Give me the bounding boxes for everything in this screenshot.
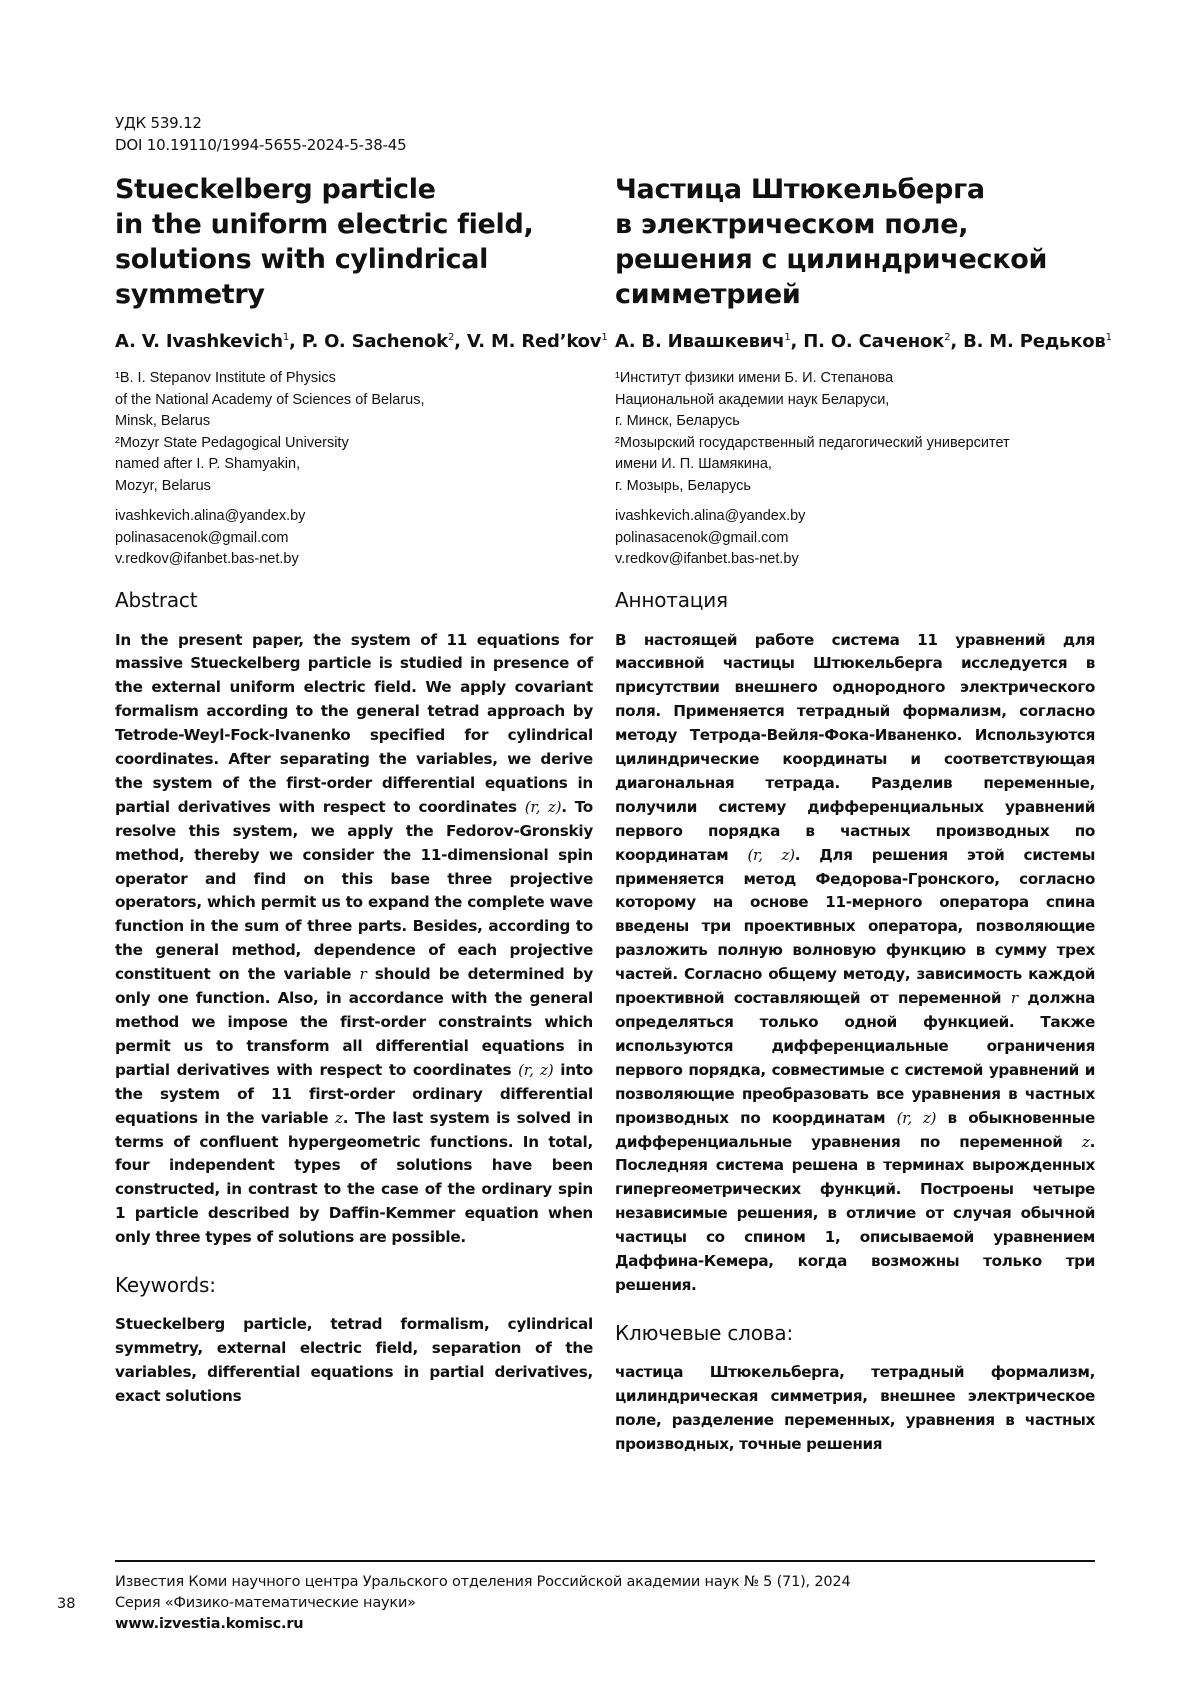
journal-series: Серия «Физико-математические науки» (115, 1595, 416, 1611)
title-line: in the uniform electric field, (115, 209, 534, 240)
abstract-text: In the present paper, the system of 11 equations for massive Stueckelberg particle is studied in presence of the external uniform electric field. We apply covariant formalism according to the general tetrad approach by Tetrode-Weyl-Fock-Ivanenko specified for cylindrical coordinates. After separating the variables, we derive the system of the first-order differential equations in partial derivatives with respect to coordinates (115, 630, 593, 816)
affiliation-line: of the National Academy of Sciences of Belarus, (115, 391, 425, 408)
abstract-text: into the system of 11 first-order ordinary differential equations in the variable (115, 1060, 593, 1127)
emails-en (115, 506, 593, 571)
title-line: Stueckelberg particle (115, 174, 436, 205)
abstract-text: . Для решения этой системы применяется метод Федорова-Гронского, согласно которому на основе 11-мерного оператора спина введены три проективных оператора, позволяющие разложить полную волновую функцию в сумму трех частей. Согласно общему методу, зависимость каждой проективной составляющей от переменной (615, 845, 1096, 1008)
abstract-ru (615, 629, 1095, 1298)
footer-divider (115, 1560, 1095, 1562)
affiliation-line: г. Мозырь, Беларусь (615, 477, 751, 494)
email-link[interactable]: v.redkov@ifanbet.bas-net.by (115, 551, 299, 567)
footer (115, 1572, 850, 1635)
journal-url[interactable]: www.izvestia.komisc.ru (115, 1616, 304, 1632)
title-line: решения с цилиндрической (615, 244, 1048, 275)
email-link[interactable]: polinasacenok@gmail.com (615, 529, 789, 546)
journal-name: Известия Коми научного центра Уральского отделения Российской академии наук № 5 (71), 2024 (115, 1574, 851, 1590)
author-affiliation-mark: 1 (282, 332, 290, 343)
abstract-text: should be determined by only one function. Also, in accordance with the general method we impose the first-order constraints which permit us to transform all differential equations in partial derivatives with respect to coordinates (115, 965, 593, 1079)
affiliation-line: named after I. P. Shamyakin, (115, 456, 301, 472)
doi: DOI 10.19110/1994-5655-2024-5-38-45 (115, 136, 407, 154)
author-name: P. O. Sachenok (301, 331, 448, 352)
affiliation-line: ¹B. I. Stepanov Institute of Physics (115, 370, 336, 386)
math-inline: (r, z) (518, 1060, 554, 1079)
math-inline: (r, z) (896, 1108, 937, 1127)
title-line: symmetry (115, 279, 265, 310)
page-number: 38 (57, 1596, 76, 1612)
math-inline: r (1010, 989, 1018, 1008)
abstract-text: . To resolve this system, we apply the Fedorov-Gronskiy method, thereby we consider the 11-dimensional spin operator and find on this base three projective operators, which permit us to expand the complete wave function in the sum of three parts. Besides, according to the general method, dependence of each projective constituent on the variable (115, 797, 593, 984)
author-affiliation-mark: 2 (944, 332, 951, 343)
title-line: симметрией (615, 279, 801, 310)
email-link[interactable]: ivashkevich.alina@yandex.by (615, 508, 806, 524)
affiliation-line: г. Минск, Беларусь (615, 413, 740, 429)
author-affiliation-mark: 1 (601, 332, 608, 343)
author-name: А. В. Ивашкевич (615, 331, 785, 352)
title-line: Частица Штюкельберга (615, 174, 985, 205)
abstract-text: в обыкновенные дифференциальные уравнения по переменной (615, 1108, 1095, 1151)
abstract-text: . The last system is solved in terms of confluent hypergeometric functions. In total, four independent types of solutions have been constructed, in contrast to the case of the ordinary spin 1 particle described by Daffin-Kemmer equation when only three types of solutions are possible. (115, 1108, 593, 1247)
authors-ru: А. В. Ивашкевич$^1$, П. О. Саченок$^2$, В. М. Редьков$^1$ (615, 331, 1112, 352)
affiliation-line: Minsk, Belarus (115, 413, 211, 429)
abstract-text: В настоящей работе система 11 уравнений для массивной частицы Штюкельберга исследуется в присутствии внешнего однородного электрического поля. Применяется тетрадный формализм, согласно методу Тетрода-Вейля-Фока-Иваненко. Используются цилиндрические координаты и соответствующая диагональная тетрада. Разделив переменные, получили систему дифференциальных уравнений первого порядка в частных производных по координатам (615, 630, 1095, 864)
affiliation-line: ¹Институт физики имени Б. И. Степанова (615, 370, 894, 386)
affiliation-line: ²Мозырский государственный педагогический университет (615, 434, 1010, 451)
math-inline: z (1081, 1132, 1090, 1151)
math-inline: r (359, 965, 367, 984)
abstract-heading-ru: Аннотация (615, 587, 728, 612)
email-link[interactable]: v.redkov@ifanbet.bas-net.by (615, 551, 799, 567)
article-meta (115, 112, 406, 156)
emails-ru (615, 506, 1095, 571)
abstract-en (115, 629, 593, 1251)
affiliation-line: ²Mozyr State Pedagogical University (115, 434, 349, 451)
email-link[interactable]: ivashkevich.alina@yandex.by (115, 508, 306, 524)
author-name: В. М. Редьков (963, 331, 1106, 352)
email-link[interactable]: polinasacenok@gmail.com (115, 529, 289, 546)
author-name: A. V. Ivashkevich (115, 331, 283, 352)
english-column (115, 172, 608, 1409)
title-line: в электрическом поле, (615, 209, 969, 240)
author-name: V. M. Red’kov (466, 331, 602, 352)
affiliation-line: Национальной академии наук Беларуси, (615, 391, 890, 408)
keywords-ru: частица Штюкельберга, тетрадный формализм, цилиндрическая симметрия, внешнее электрическое поле, разделение переменных, уравнения в частных производных, точные решения (615, 1362, 1095, 1453)
author-affiliation-mark: 1 (1105, 332, 1112, 343)
authors-en: A. V. Ivashkevich$^1$, P. O. Sachenok$^2$, V. M. Red’kov$^1$ (115, 331, 608, 352)
title-en (115, 172, 593, 312)
author-affiliation-mark: 1 (784, 332, 791, 343)
title-ru (615, 172, 1095, 312)
author-name: П. О. Саченок (803, 331, 945, 352)
author-affiliation-mark: 2 (447, 332, 455, 343)
keywords-heading-en: Keywords: (115, 1273, 216, 1298)
abstract-text: должна определяться только одной функцией. Также используются дифференциальные ограничения первого порядка, совместимые с системой уравнений и позволяющие преобразовать все уравнения в частных производных по координатам (615, 989, 1095, 1127)
russian-column (615, 172, 1112, 1457)
keywords-en: Stueckelberg particle, tetrad formalism, cylindrical symmetry, external electric field, separation of the variables, differential equations in partial derivatives, exact solutions (115, 1315, 593, 1405)
abstract-heading-en: Abstract (115, 587, 198, 612)
affiliation-line: имени И. П. Шамякина, (615, 456, 772, 472)
title-line: solutions with cylindrical (115, 244, 489, 275)
keywords-heading-ru: Ключевые слова: (615, 1320, 793, 1345)
math-inline: z (334, 1108, 343, 1127)
udc-code: УДК 539.12 (115, 114, 202, 132)
affiliation-line: Mozyr, Belarus (115, 477, 211, 494)
affiliations-en (115, 368, 593, 497)
abstract-text: . Последняя система решена в терминах вырожденных гипергеометрических функций. Построены четыре независимые решения, в отличие от случая обычной частицы со спином 1, описываемой уравнением Даффина-Кемера, когда возможны только три решения. (615, 1132, 1095, 1294)
math-inline: (r, z) (524, 797, 562, 816)
math-inline: (r, z) (747, 845, 795, 864)
affiliations-ru (615, 368, 1095, 497)
